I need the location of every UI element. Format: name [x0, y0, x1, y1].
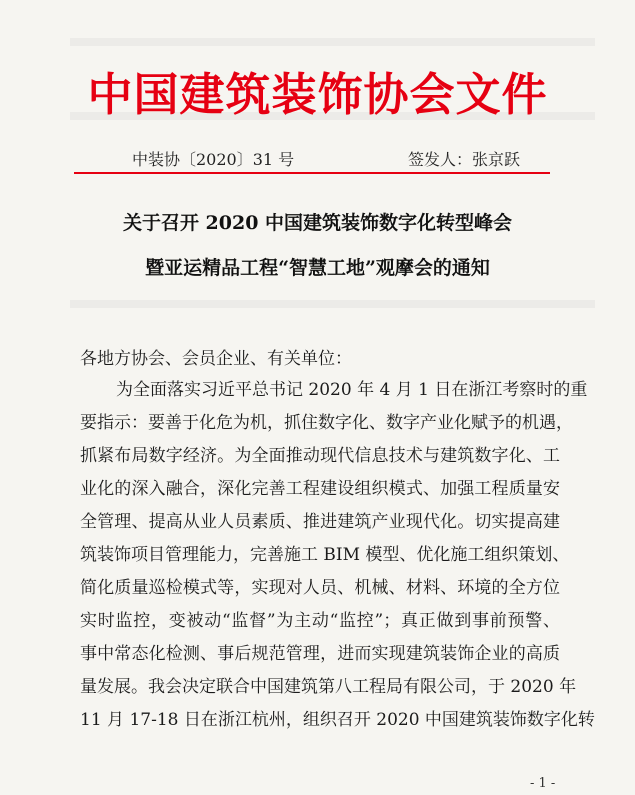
document-header-title: 中国建筑装饰协会文件	[87, 68, 548, 121]
notice-title-line-2: 暨亚运精品工程“智慧工地”观摩会的通知	[145, 257, 490, 279]
body-line: 业化的深入融合，深化完善工程建设组织模式、加强工程质量安	[80, 479, 560, 499]
document-number: 中装协〔2020〕31 号	[132, 150, 295, 169]
body-line: 为全面落实习近平总书记 2020 年 4 月 1 日在浙江考察时的重	[116, 380, 588, 400]
signer: 签发人：张京跃	[407, 150, 520, 169]
body-line: 实时监控，变被动“监督”为主动“监控”；真正做到事前预警、	[80, 611, 560, 631]
salutation: 各地方协会、会员企业、有关单位：	[80, 349, 352, 369]
red-divider-line	[74, 172, 550, 174]
notice-title-line-1: 关于召开 2020 中国建筑装饰数字化转型峰会	[122, 212, 513, 234]
body-line: 事中常态化检测、事后规范管理，进而实现建筑装饰企业的高质	[80, 644, 560, 664]
body-line: 抓紧布局数字经济。为全面推动现代信息技术与建筑数字化、工	[80, 446, 560, 466]
bleed-through-shadow	[70, 300, 595, 308]
body-line: 简化质量巡检模式等，实现对人员、机械、材料、环境的全方位	[80, 578, 560, 598]
body-line: 11 月 17-18 日在浙江杭州，组织召开 2020 中国建筑装饰数字化转	[80, 710, 595, 730]
page-number: - 1 -	[530, 776, 556, 791]
bleed-through-shadow	[70, 38, 595, 46]
body-line: 要指示：要善于化危为机，抓住数字化、数字产业化赋予的机遇，	[80, 413, 573, 433]
body-line: 全管理、提高从业人员素质、推进建筑产业现代化。切实提高建	[80, 512, 560, 532]
body-line: 量发展。我会决定联合中国建筑第八工程局有限公司，于 2020 年	[80, 677, 577, 697]
body-line: 筑装饰项目管理能力，完善施工 BIM 模型、优化施工组织策划、	[80, 545, 570, 565]
